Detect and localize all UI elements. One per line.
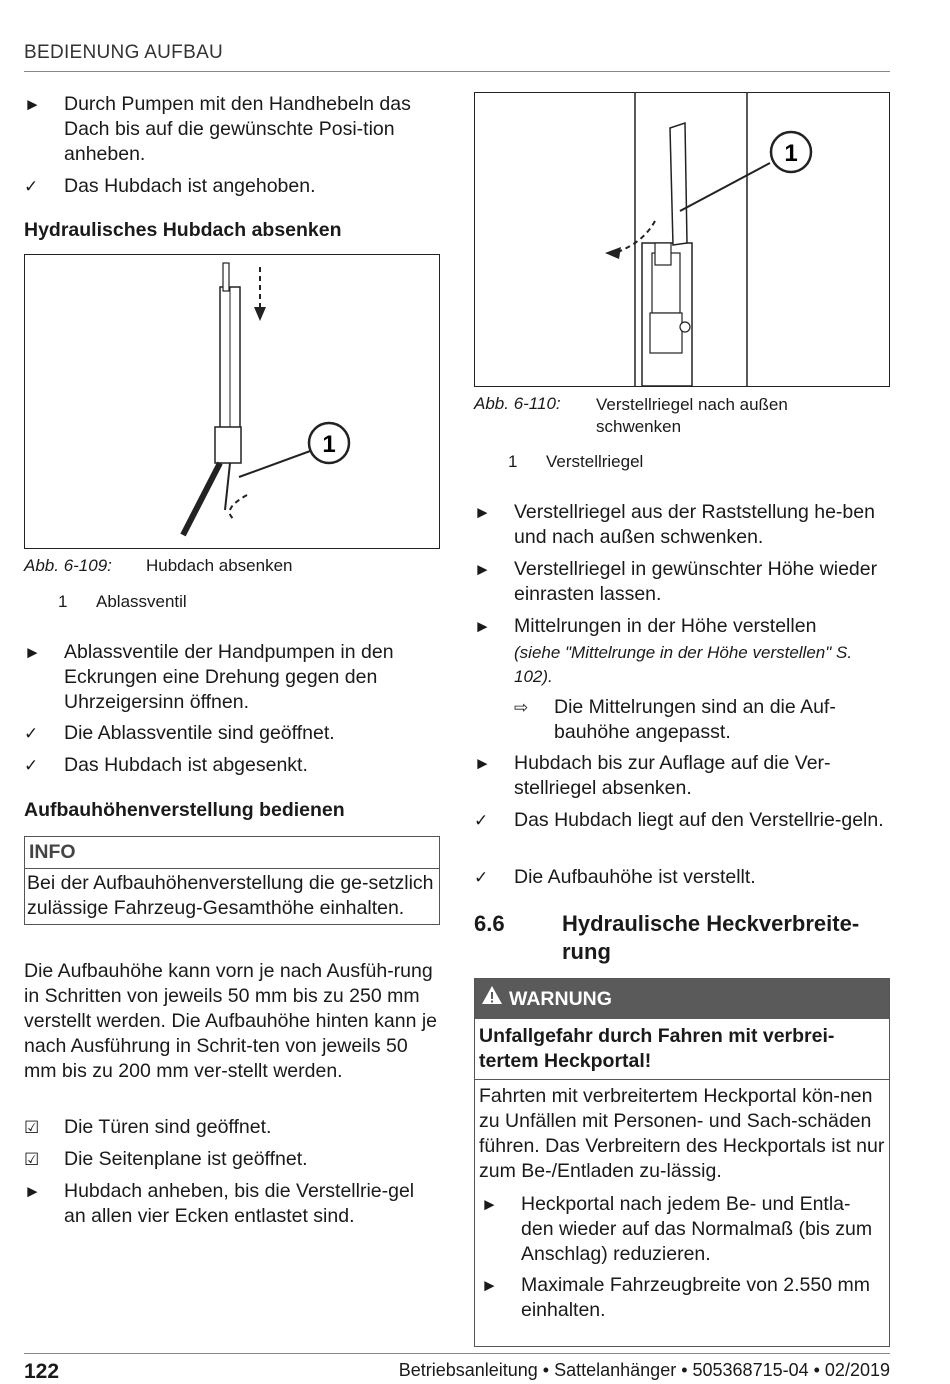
list-item-text: Die Ablassventile sind geöffnet.	[64, 722, 335, 744]
check-marker: ✓	[24, 724, 39, 743]
bullet-marker: ►	[24, 643, 41, 662]
list-item	[24, 753, 440, 778]
list-item	[475, 1192, 881, 1267]
list-item	[24, 1179, 440, 1229]
bullet-marker: ►	[24, 95, 41, 114]
warning-box	[474, 978, 890, 1347]
list-item	[474, 614, 890, 639]
list-item-text: Die Türen sind geöffnet.	[64, 1116, 272, 1138]
result-text: Die Mittelrungen sind an die Auf-bauhöhe angepasst.	[554, 696, 836, 743]
callout-number: 1	[784, 140, 798, 167]
list-item	[474, 865, 890, 890]
check-marker: ✓	[474, 868, 489, 887]
figure-legend	[58, 592, 187, 612]
list-item	[24, 721, 440, 746]
info-title: INFO	[25, 837, 439, 869]
list-item-text: Ablassventile der Handpumpen in den Eckrungen eine Drehung gegen den Uhrzeigersinn öffnen.	[64, 641, 394, 713]
callout-number: 1	[322, 431, 336, 458]
cross-reference: (siehe "Mittelrunge in der Höhe verstellen" S. 102).	[514, 643, 853, 686]
bullet-marker: ►	[474, 754, 491, 773]
list-item-text: Verstellriegel in gewünschter Höhe wieder einrasten lassen.	[514, 558, 878, 605]
list-item-text: Hubdach bis zur Auflage auf die Ver-stellriegel absenken.	[514, 752, 831, 799]
list-item-text: Das Hubdach liegt auf den Verstellrie-geln.	[514, 809, 884, 831]
list-item-text: Die Seitenplane ist geöffnet.	[64, 1148, 308, 1170]
figure-legend	[508, 452, 643, 472]
list-item	[475, 1273, 881, 1323]
page-number: 122	[24, 1360, 60, 1383]
section-title: Hydraulische Heckverbreite-rung	[562, 911, 860, 964]
list-item-text: Maximale Fahrzeugbreite von 2.550 mm einhalten.	[521, 1274, 870, 1321]
caption-text: Verstellriegel nach außen schwenken	[596, 395, 788, 436]
warning-label: WARNUNG	[509, 988, 612, 1010]
bullet-marker: ►	[474, 503, 491, 522]
info-text: Bei der Aufbauhöhenverstellung die ge-setzlich zulässige Fahrzeug-Gesamthöhe einhalten.	[27, 872, 434, 919]
list-item	[24, 1147, 440, 1172]
info-box	[24, 836, 440, 925]
check-marker: ✓	[24, 177, 39, 196]
figure-caption	[24, 556, 293, 576]
result-item	[514, 695, 890, 745]
list-item	[474, 808, 890, 833]
list-item	[474, 500, 890, 550]
warning-text: Fahrten mit verbreitertem Heckportal kön-nen zu Unfällen mit Personen- und Sach-schäden führen. Das Verbreitern des Heckportals ist nur zum Be-/Entladen zu-lässig.	[479, 1085, 885, 1182]
footer-rule	[24, 1353, 890, 1354]
bullet-marker: ►	[474, 617, 491, 636]
legend-text: Ablassventil	[96, 592, 187, 611]
valve-illustration	[25, 255, 439, 548]
caption-number: Abb. 6-110:	[474, 394, 561, 413]
list-item	[24, 640, 440, 715]
footer-text: Betriebsanleitung • Sattelanhänger • 505368715-04 • 02/2019	[398, 1360, 890, 1380]
list-item	[474, 751, 890, 801]
list-item	[24, 174, 440, 199]
list-item-text: Die Aufbauhöhe ist verstellt.	[514, 866, 756, 888]
section-number: 6.6	[474, 911, 505, 936]
bullet-marker: ►	[474, 560, 491, 579]
legend-text: Verstellriegel	[546, 452, 644, 471]
list-item	[24, 1115, 440, 1140]
warning-title	[475, 979, 889, 1019]
running-header: BEDIENUNG AUFBAU	[24, 42, 224, 63]
list-item-text: Hubdach anheben, bis die Verstellrie-gel an allen vier Ecken entlastet sind.	[64, 1180, 415, 1227]
figure-caption	[474, 394, 890, 438]
list-item-text: Durch Pumpen mit den Handhebeln das Dach bis auf die gewünschte Posi-tion anheben.	[64, 93, 411, 165]
legend-number: 1	[58, 592, 68, 611]
subheading: Hydraulisches Hubdach absenken	[24, 219, 342, 241]
bullet-marker: ►	[24, 1182, 41, 1201]
subheading: Aufbauhöhenverstellung bedienen	[24, 799, 345, 821]
bullet-marker: ►	[481, 1195, 498, 1214]
bolt-illustration	[475, 93, 889, 386]
list-item-text: Heckportal nach jedem Be- und Entla-den wieder auf das Normalmaß (bis zum Anschlag) reduzieren.	[521, 1193, 873, 1265]
warning-triangle-icon	[481, 979, 503, 1019]
check-marker: ✓	[474, 811, 489, 830]
list-item-text: Das Hubdach ist abgesenkt.	[64, 754, 308, 776]
checkbox-icon: ☑	[24, 1118, 40, 1137]
body-paragraph: Die Aufbauhöhe kann vorn je nach Ausfüh-rung in Schritten von jeweils 50 mm bis zu 250 mm verstellt werden. Die Aufbauhöhe hinten kann je nach Ausführung in Schrit-ten von jeweils 50 mm bis zu 200 mm ver-stellt werden.	[24, 960, 438, 1082]
check-marker: ✓	[24, 756, 39, 775]
figure-hubdach-absenken	[24, 254, 440, 549]
caption-number: Abb. 6-109:	[24, 556, 112, 575]
warning-headline: Unfallgefahr durch Fahren mit verbrei-tertem Heckportal!	[475, 1019, 889, 1080]
arrow-right-icon: ⇨	[514, 698, 529, 717]
checkbox-icon: ☑	[24, 1150, 40, 1169]
list-item-text: Das Hubdach ist angehoben.	[64, 175, 316, 197]
list-item	[24, 92, 440, 167]
list-item-text: Mittelrungen in der Höhe verstellen	[514, 615, 817, 637]
section-heading	[474, 910, 890, 966]
header-rule	[24, 71, 890, 72]
figure-verstellriegel	[474, 92, 890, 387]
list-item-text: Verstellriegel aus der Raststellung he-ben und nach außen schwenken.	[514, 501, 875, 548]
list-item	[474, 557, 890, 607]
bullet-marker: ►	[481, 1276, 498, 1295]
caption-text: Hubdach absenken	[146, 556, 293, 575]
legend-number: 1	[508, 452, 518, 471]
